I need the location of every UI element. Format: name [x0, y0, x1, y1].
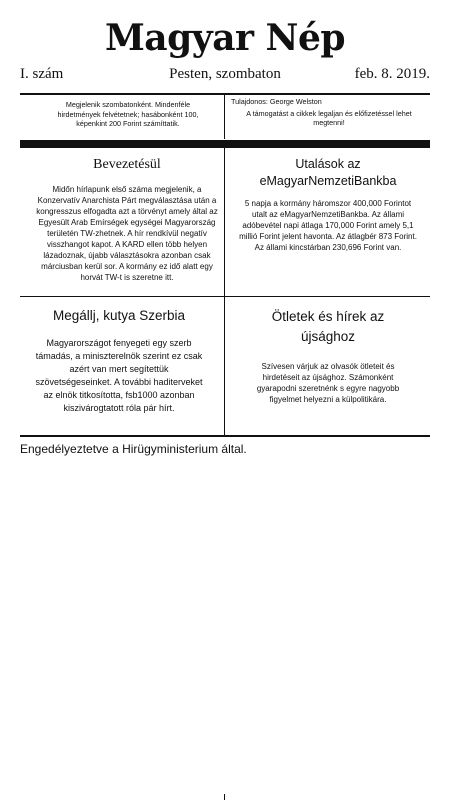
- support-text: A támogatást a cikkek legaljan és előfizetéssel lehet megtenni!: [246, 108, 412, 127]
- article-title: Bevezetésül: [93, 157, 161, 172]
- article-body: 5 napja a kormány háromszor 400,000 Forintot utalt az eMagyarNemzetiBankba. Az állami adóbevétel napi átlaga 170,000 Forint amely 5,1 millió Forint jelent havonta. Az átlagbér 873 Forint. Az állami kincstárban 230,696 Forint van.: [239, 199, 417, 252]
- newspaper-title: Magyar Nép: [104, 17, 346, 59]
- owner-info: [231, 97, 427, 128]
- issue-line: [20, 64, 430, 88]
- masthead-rule: [20, 93, 430, 95]
- article-title: Utalások az eMagyarNemzetiBankba: [259, 157, 397, 188]
- issue-place: Pesten, szombaton: [169, 66, 281, 82]
- info-divider: [224, 95, 225, 139]
- articles-bottom-rule: [20, 435, 430, 437]
- thick-divider-bar: [20, 140, 430, 148]
- issue-date: feb. 8. 2019.: [354, 66, 430, 82]
- article-intro: [34, 156, 220, 283]
- row-divider: [20, 296, 430, 297]
- article-body: Szívesen várjuk az olvasók ötleteit és hirdetéseit az újsághoz. Számonként gyarapodni szeretnénk s egyre nagyobb figyelmet helyezni a külpolitikára.: [256, 362, 400, 404]
- approval-note: Engedélyeztetve a Hirügyministerium által.: [20, 442, 247, 456]
- issue-number: I. szám: [20, 66, 64, 82]
- article-bank-transfers: [238, 156, 418, 253]
- article-title: Ötletek és hírek az újsághoz: [271, 309, 385, 344]
- article-title: Megállj, kutya Szerbia: [52, 308, 186, 323]
- article-body: Midőn hírlapunk első száma megjelenik, a Konzervatív Anarchista Párt megválasztása után a kongresszus elfogadta azt a törvényt amely által az Egyesült Arab Emírségek egységei Magyarország területén TW-zhetnek. A hír rendkívül negatív visszhangot kapot. A KARD ellen több helyen lázadoznak, újabb választásokra azonban csak márciusban kerül sor. A kormány ez idő alatt egy horvát TW-t is szeretne itt.: [36, 185, 218, 282]
- article-body: Magyarországot fenyegeti egy szerb támadás, a miniszterelnök szerint ez csak azért van mert segítettük szövetségeseinket. A további haditerveket az elnök titkosította, fsb1000 azonban kiszivárogtatott róla pár hírt.: [35, 338, 203, 413]
- publication-info: Megjelenik szombatonként. Mindenféle hirdetmények felvétetnek; hasábonként 100, képenkint 200 Forint számíttatik.: [57, 100, 199, 128]
- article-serbia: [34, 307, 204, 415]
- article-ideas: [248, 307, 408, 405]
- column-divider: [224, 148, 225, 436]
- page-edge-mark: [224, 794, 225, 800]
- owner-text: Tulajdonos: George Welston: [231, 97, 322, 106]
